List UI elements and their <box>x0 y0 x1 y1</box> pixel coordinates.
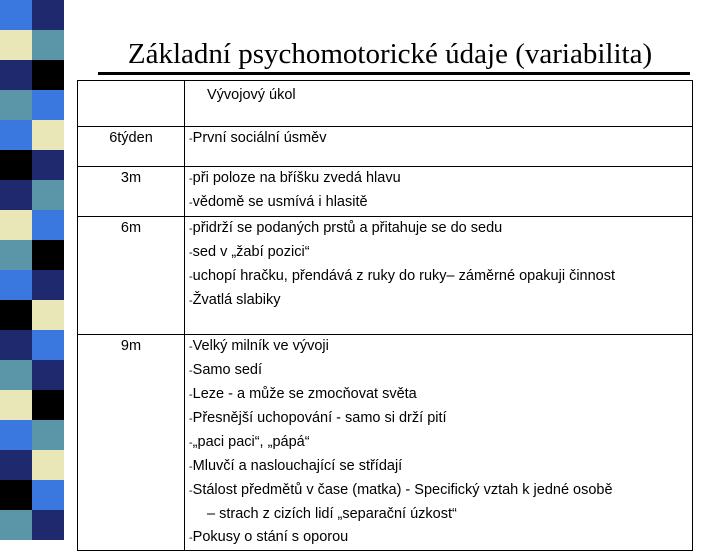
list-item: -„paci paci“, „pápá“ <box>189 434 310 450</box>
task-cell <box>185 127 693 167</box>
stripe-tile <box>32 360 64 390</box>
stripe-tile <box>0 480 32 510</box>
stripe-tile <box>0 330 32 360</box>
table-row <box>78 335 693 551</box>
stripe-tile <box>0 60 32 90</box>
stripe-tile <box>0 510 32 540</box>
stripe-tile <box>32 210 64 240</box>
age-cell: 6týden <box>78 127 185 167</box>
table-row <box>78 167 693 217</box>
task-cell <box>185 167 693 217</box>
title-underline <box>98 72 690 75</box>
stripe-tile <box>0 360 32 390</box>
stripe-tile <box>32 510 64 540</box>
table-header-row <box>78 81 693 127</box>
stripe-tile <box>32 420 64 450</box>
stripe-tile <box>32 480 64 510</box>
stripe-tile <box>0 450 32 480</box>
stripe-tile <box>0 180 32 210</box>
stripe-tile <box>0 420 32 450</box>
stripe-tile <box>32 270 64 300</box>
list-item: -vědomě se usmívá i hlasitě <box>189 194 368 210</box>
list-item: -přidrží se podaných prstů a přitahuje se do sedu <box>189 220 503 236</box>
stripe-tile <box>0 300 32 330</box>
stripe-tile <box>0 150 32 180</box>
list-item: -Přesnější uchopování - samo si drží pití <box>189 410 447 426</box>
stripe-tile <box>0 390 32 420</box>
list-item: -Mluvčí a naslouchající se střídají <box>189 458 403 474</box>
stripe-tile <box>32 120 64 150</box>
list-item: -Stálost předmětů v čase (matka) - Specifický vztah k jedné osobě <box>189 482 613 498</box>
stripe-tile <box>0 90 32 120</box>
stripe-tile <box>32 90 64 120</box>
list-item: -Žvatlá slabiky <box>189 292 281 308</box>
stripe-tile <box>32 240 64 270</box>
list-item: -sed v „žabí pozici“ <box>189 244 310 260</box>
stripe-tile <box>32 450 64 480</box>
age-cell: 3m <box>78 167 185 217</box>
list-item: -uchopí hračku, přendává z ruky do ruky– záměrné opakuji činnost <box>189 268 616 284</box>
development-table <box>77 80 693 551</box>
stripe-tile <box>0 210 32 240</box>
task-cell <box>185 335 693 551</box>
header-age-cell <box>78 81 185 127</box>
list-item: -Velký milník ve vývoji <box>189 338 329 354</box>
table-row <box>78 127 693 167</box>
task-cell <box>185 217 693 335</box>
list-item: -Samo sedí <box>189 362 262 378</box>
age-cell: 6m <box>78 217 185 335</box>
stripe-tile <box>0 270 32 300</box>
slide-title: Základní psychomotorické údaje (variabilita) <box>127 38 653 70</box>
stripe-tile <box>32 150 64 180</box>
stripe-tile <box>0 30 32 60</box>
table-row <box>78 217 693 335</box>
header-task-label: Vývojový úkol <box>207 87 296 103</box>
list-item-continuation: – strach z cizích lidí „separační úzkost“ <box>207 506 457 522</box>
list-item: -při poloze na bříšku zvedá hlavu <box>189 170 401 186</box>
stripe-tile <box>32 300 64 330</box>
stripe-tile <box>0 240 32 270</box>
stripe-tile <box>32 0 64 30</box>
stripe-tile <box>32 390 64 420</box>
stripe-tile <box>0 120 32 150</box>
list-item: -Pokusy o stání s oporou <box>189 529 349 545</box>
stripe-tile <box>32 30 64 60</box>
decorative-color-stripe <box>0 0 64 540</box>
age-cell: 9m <box>78 335 185 551</box>
stripe-tile <box>32 180 64 210</box>
list-item: -První sociální úsměv <box>189 130 327 146</box>
stripe-tile <box>32 330 64 360</box>
stripe-tile <box>32 60 64 90</box>
list-item: -Leze - a může se zmocňovat světa <box>189 386 417 402</box>
header-task-cell <box>185 81 693 127</box>
stripe-tile <box>0 0 32 30</box>
